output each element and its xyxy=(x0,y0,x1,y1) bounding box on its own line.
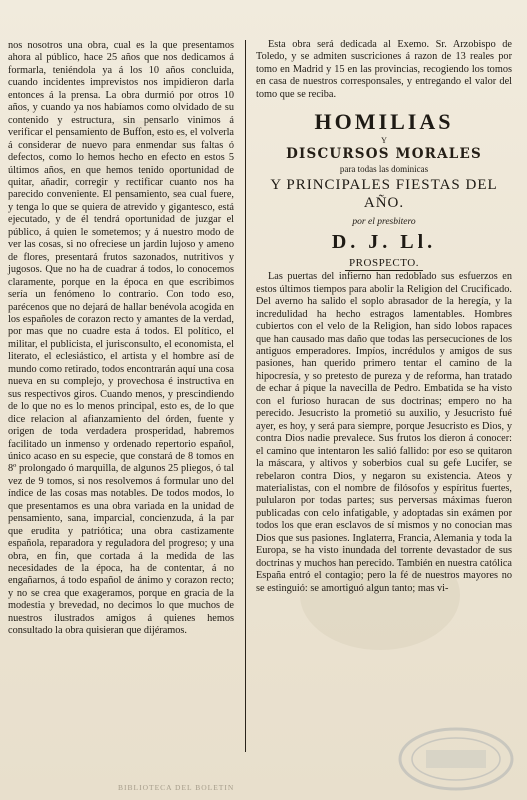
body-paragraph: nos nosotros una obra, cual es la que presentamos ahora al público, hace 25 años que nos dedicamos á formarla, teniéndola ya á los 10 años concluida, cuando incidentes imprevistos nos impidieron darla entonces á la prensa. La obra durmió por otros 10 años, y cuando ya nos habíamos como olvidado de su contenido y estructura, sin pensarlo vinimos á verificar el pensamiento de Buffon, esto es, el volverla á considerar de nuevo para enmendar sus faltas ó defectos, como lo hemos hecho en efecto en estos 5 últimos años, en que hemos tenido oportunidad de quitar, añadir, corregir y rectificar cuanto nos ha parecido conveniente. El pensamiento, sea cual fuere, y tenga lo que se quiera de atrevido y gigantesco, está ejecutado, y de él tendrá oportunidad de juzgar el público, á quien le sometemos; y á nuestro modo de ver las cosas, si no ofreciese un jardin lujoso y ameno de flores, presentará frutos sazonados, nutritivos y jugosos. Que no ha de cuadrar á todos, lo conocemos claramente, porque en la época en que escribimos sería un fenómeno lo contrario. Con todo eso, parécenos que no dejará de hallar benévola acogida en los españoles de corazon recto y amantes de la verdad, por mas que no cuadre esta á todos. El político, el militar, el publicista, el jurisconsulto, el economista, el literato, el eclesiástico, el artista y el hombre así de mundo como retirado, todos encontrarán aquí una cosa nueva en su complejo, y provechosa é instructiva en sus respectivos giros. Cuando menos, y prescindiendo de lo que no es lo menos principal, esto es, de lo que dice relacion al afianzamiento del órden, fuente y origen de toda verdadera prosperidad, habremos facilitado un inmenso y ordenado repertorio español, único acaso en su especie, que constará de 8 tomos en 8º prolongado ó marquilla, de algunos 25 pliegos, ó tal vez de 9 tomos, si nos resolvemos á formular uno del índice de las cosas mas notables. De todos modos, lo que presentamos es una obra variada en la unidad de pensamiento, sana, imparcial, concienzuda, á la par que erudita y patriótica; una obra castizamente española, reparadora y reguladora del progreso; y una obra, en fin, que cortada á la medida de las necesidades de la época, ha de contentar, á no engañarnos, á todo español de ánimo y corazon recto; y no se crea que exageramos, porque en gracia de la modestia y brevedad, no decimos lo que muchos de nuestros ilustrados amigos á quienes hemos consultado la obra quisieran que dijéramos. xyxy=(8,40,234,637)
book-title: HOMILIAS xyxy=(314,109,454,135)
column-divider xyxy=(245,40,246,752)
right-text-column xyxy=(256,39,512,595)
left-text-column xyxy=(8,40,234,638)
section-heading: PROSPECTO. xyxy=(345,257,423,271)
prospecto-paragraph: Las puertas del infierno han redoblado sus esfuerzos en estos últimos tiempos para abolir la Religion del Crucificado. Del averno ha salido el soplo abrasador de la heregía, y la incredulidad ha hecho estragos lamentables. Hombres cubiertos con el velo de la Religion, han sido lobos rapaces que han causado mas daño que todas las persecuciones de los antiguos emperadores. Impíos, incrédulos y amigos de sus pasiones, han querido primero tentar el camino de la hipocresía, y so pretesto de pureza y de reforma, han tratado de echar á pique la navecilla de Pedro. Embatida se ha visto con el furioso huracan de sus doctrinas; empero no ha perecido. Jesucristo la prometió su auxilio, y Jesucristo fué ayer, es hoy, y será para siempre, porque Jesucristo es Dios, y contra Dios nadie prevalece. Sus frutos los dieron á conocer: el camino que intentaron les salió fallido: por eso se quitaron la máscara, y altivos y soberbios cual su gefe Lucifer, se rebelaron contra Dios, y negaron su existencia. Ateos y materialistas, con el nombre de filósofos y espíritus fuertes, pulularon por todas partes; sus perversas máximas fueron publicadas con celo infatigable, y adoptadas sin exámen por todos los que eran esclavos de sí mismos y no conocian mas Dios que sus pasiones. Inglaterra, Francia, Alemania y toda la Europa, se ha visto inundada del torrente devastador de sus doctrinas y muchos han perecido. También en nuestra católica España entró el contagio; pero la fé de nuestros mayores no se estinguió: se amortiguó algun tanto; mas vi- xyxy=(256,271,512,594)
author-byline: por el presbitero xyxy=(352,217,416,228)
author-initials: D. J. Ll. xyxy=(331,231,437,254)
subscription-notice: Esta obra será dedicada al Exemo. Sr. Arzobispo de Toledo, y se admiten suscriciones á razon de 13 reales por tomo en Madrid y 15 en las provincias, recogiendo los tomos en casa de nuestros corresponsales, y entregando el valor del tomo que se reciba. xyxy=(256,39,512,100)
subtitle-fiestas: Y PRINCIPALES FIESTAS DEL AÑO. xyxy=(270,177,498,212)
title-conjunction: Y xyxy=(381,136,387,146)
bleed-through-text: BIBLIOTECA DEL BOLETIN xyxy=(118,783,235,792)
subtitle-for-line: para todas las dominicas xyxy=(339,164,429,175)
book-subtitle: DISCURSOS MORALES xyxy=(286,146,482,163)
library-watermark-stamp xyxy=(396,724,516,794)
